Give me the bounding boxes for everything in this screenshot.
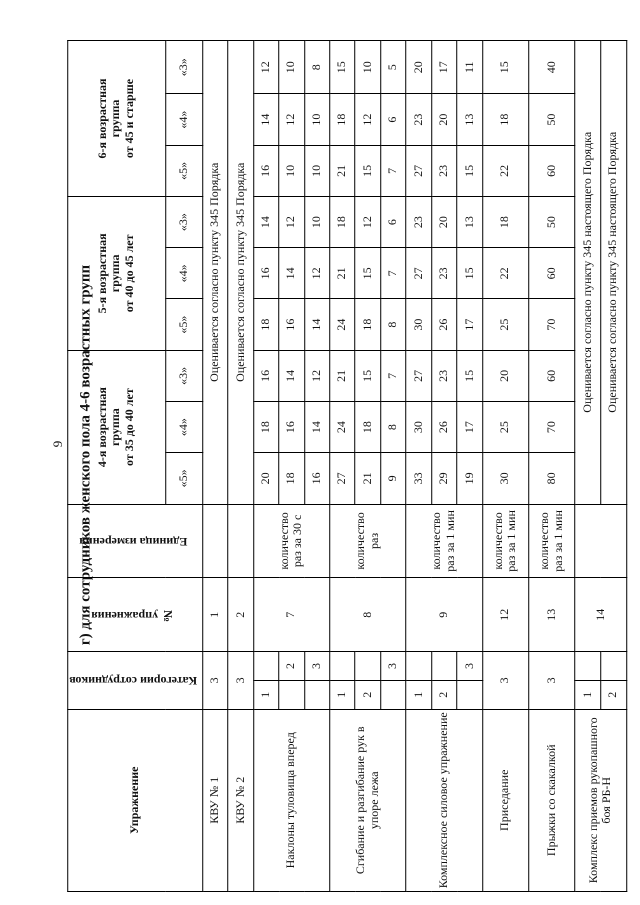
value-cell: 14 (279, 248, 304, 299)
group-5-line1: 5-я возрастная (94, 233, 109, 314)
value-cell: 15 (457, 248, 482, 299)
value-cell: 13 (457, 94, 482, 145)
grade-3: «3» (165, 41, 202, 94)
value-cell: 23 (406, 94, 431, 145)
value-cell: 14 (279, 350, 304, 401)
value-cell: 8 (381, 299, 406, 350)
value-cell: 40 (529, 41, 575, 94)
unit-cell (575, 504, 626, 578)
grade-3: «3» (165, 196, 202, 247)
value-cell: 10 (279, 41, 304, 94)
value-cell: 27 (406, 248, 431, 299)
unit-cell (202, 504, 227, 578)
value-cell: 17 (457, 299, 482, 350)
exercise-cell: Комплексное силовое упражнение (406, 709, 482, 891)
value-cell: 21 (330, 145, 355, 196)
value-cell: 12 (304, 248, 329, 299)
number-cell: 1 (202, 578, 227, 652)
value-cell: 30 (482, 453, 528, 504)
unit-cell: количество раз (330, 504, 406, 578)
value-cell: 15 (457, 350, 482, 401)
grade-4: «4» (165, 94, 202, 145)
value-cell: 16 (279, 402, 304, 453)
spacer-cell (253, 652, 278, 681)
value-cell: 60 (529, 350, 575, 401)
value-cell: 16 (253, 145, 278, 196)
value-cell: 27 (406, 145, 431, 196)
value-cell: 21 (355, 453, 380, 504)
value-cell: 16 (253, 248, 278, 299)
value-cell: 18 (330, 94, 355, 145)
value-cell: 7 (381, 350, 406, 401)
category-cell: 1 (330, 680, 355, 709)
value-cell: 9 (381, 453, 406, 504)
value-cell: 23 (406, 196, 431, 247)
value-cell: 16 (279, 299, 304, 350)
exercise-cell: Сгибание и разгибание рук в упоре лежа (330, 709, 406, 891)
group-6-line2: группа (108, 99, 123, 138)
header-number-text: № упражнения (91, 608, 176, 623)
value-cell: 33 (406, 453, 431, 504)
group-6-line1: 6-я возрастная (94, 78, 109, 159)
spacer-cell (432, 652, 457, 681)
category-cell: 3 (482, 652, 528, 709)
header-number (68, 578, 203, 652)
value-cell: 50 (529, 94, 575, 145)
value-cell: 10 (304, 145, 329, 196)
value-cell: 10 (355, 41, 380, 94)
value-cell: 14 (253, 196, 278, 247)
value-cell: 18 (253, 402, 278, 453)
value-cell: 15 (355, 145, 380, 196)
category-cell: 3 (381, 652, 406, 681)
value-cell: 22 (482, 145, 528, 196)
group-4-line3: от 35 до 40 лет (122, 388, 137, 467)
spacer-cell (601, 652, 627, 681)
value-cell: 15 (482, 41, 528, 94)
grade-4: «4» (165, 402, 202, 453)
number-cell: 8 (330, 578, 406, 652)
category-cell: 3 (457, 652, 482, 681)
merged-note-cell: Оценивается согласно пункту 345 настоящего Порядка (575, 41, 600, 505)
grade-5: «5» (165, 299, 202, 350)
value-cell: 5 (381, 41, 406, 94)
category-cell: 3 (228, 652, 253, 709)
value-cell: 10 (304, 94, 329, 145)
spacer-cell (575, 652, 600, 681)
header-group-5 (68, 196, 166, 350)
category-cell: 1 (253, 680, 278, 709)
category-cell: 2 (601, 680, 627, 709)
value-cell: 26 (432, 299, 457, 350)
grade-3: «3» (165, 350, 202, 401)
value-cell: 15 (355, 350, 380, 401)
exercise-cell: Наклоны туловища вперед (253, 709, 329, 891)
merged-note-cell: Оценивается согласно пункту 345 настоящего Порядка (601, 41, 627, 505)
value-cell: 12 (355, 196, 380, 247)
category-cell: 2 (432, 680, 457, 709)
value-cell: 24 (330, 402, 355, 453)
value-cell: 20 (406, 41, 431, 94)
value-cell: 12 (253, 41, 278, 94)
norms-table (67, 40, 627, 892)
category-cell: 3 (529, 652, 575, 709)
value-cell: 70 (529, 299, 575, 350)
value-cell: 6 (381, 94, 406, 145)
value-cell: 18 (355, 299, 380, 350)
value-cell: 20 (253, 453, 278, 504)
exercise-cell: Приседание (482, 709, 528, 891)
value-cell: 14 (304, 299, 329, 350)
grade-5: «5» (165, 145, 202, 196)
category-cell: 3 (202, 652, 227, 709)
value-cell: 26 (432, 402, 457, 453)
header-category (68, 652, 203, 709)
group-4-line2: группа (108, 408, 123, 447)
value-cell: 7 (381, 145, 406, 196)
spacer-cell (457, 680, 482, 709)
header-exercise: Упражнение (68, 709, 203, 891)
value-cell: 15 (355, 248, 380, 299)
category-cell: 1 (575, 680, 600, 709)
value-cell: 20 (482, 350, 528, 401)
exercise-cell: КВУ № 2 (228, 709, 253, 891)
exercise-cell: Прыжки со скакалкой (529, 709, 575, 891)
value-cell: 12 (279, 94, 304, 145)
spacer-cell (279, 680, 304, 709)
value-cell: 15 (457, 145, 482, 196)
spacer-cell (330, 652, 355, 681)
value-cell: 16 (304, 453, 329, 504)
value-cell: 50 (529, 196, 575, 247)
group-5-line3: от 40 до 45 лет (122, 234, 137, 313)
value-cell: 17 (457, 402, 482, 453)
value-cell: 80 (529, 453, 575, 504)
unit-cell: количество раз за 1 мин (482, 504, 528, 578)
merged-note-cell: Оценивается согласно пункту 345 Порядка (202, 41, 227, 505)
unit-cell: количество раз за 30 с (253, 504, 329, 578)
value-cell: 10 (304, 196, 329, 247)
value-cell: 25 (482, 402, 528, 453)
value-cell: 20 (432, 196, 457, 247)
table-title: г) для сотрудников женского пола 4-6 возрастных групп (77, 264, 94, 646)
value-cell: 29 (432, 453, 457, 504)
value-cell: 60 (529, 248, 575, 299)
value-cell: 15 (330, 41, 355, 94)
number-cell: 12 (482, 578, 528, 652)
value-cell: 30 (406, 299, 431, 350)
exercise-cell: КВУ № 1 (202, 709, 227, 891)
merged-note-cell: Оценивается согласно пункту 345 Порядка (228, 41, 253, 505)
page-number: 9 (50, 440, 65, 448)
grade-4: «4» (165, 248, 202, 299)
value-cell: 21 (330, 350, 355, 401)
category-cell: 2 (279, 652, 304, 681)
group-5-line2: группа (108, 254, 123, 293)
value-cell: 18 (279, 453, 304, 504)
value-cell: 11 (457, 41, 482, 94)
value-cell: 18 (482, 94, 528, 145)
unit-cell: количество раз за 1 мин (406, 504, 482, 578)
value-cell: 12 (355, 94, 380, 145)
header-group-6 (68, 41, 166, 197)
value-cell: 14 (253, 94, 278, 145)
value-cell: 12 (304, 350, 329, 401)
group-6-line3: от 45 и старше (122, 78, 137, 159)
number-cell: 13 (529, 578, 575, 652)
value-cell: 18 (355, 402, 380, 453)
spacer-cell (355, 652, 380, 681)
value-cell: 19 (457, 453, 482, 504)
value-cell: 27 (406, 350, 431, 401)
value-cell: 12 (279, 196, 304, 247)
header-group-4 (68, 350, 166, 504)
number-cell: 2 (228, 578, 253, 652)
header-unit (68, 504, 203, 578)
number-cell: 14 (575, 578, 626, 652)
number-cell: 9 (406, 578, 482, 652)
value-cell: 6 (381, 196, 406, 247)
header-category-text: Категории сотрудников (69, 674, 198, 689)
header-unit-text: Единица измерения (79, 534, 188, 549)
value-cell: 10 (279, 145, 304, 196)
value-cell: 22 (482, 248, 528, 299)
value-cell: 60 (529, 145, 575, 196)
exercise-cell: Комплекс приемов рукопашного боя РБ-Н (575, 709, 626, 891)
value-cell: 8 (304, 41, 329, 94)
value-cell: 23 (432, 248, 457, 299)
spacer-cell (406, 652, 431, 681)
grade-5: «5» (165, 453, 202, 504)
unit-cell (228, 504, 253, 578)
value-cell: 7 (381, 248, 406, 299)
value-cell: 24 (330, 299, 355, 350)
value-cell: 23 (432, 350, 457, 401)
value-cell: 14 (304, 402, 329, 453)
number-cell: 7 (253, 578, 329, 652)
spacer-cell (304, 680, 329, 709)
unit-cell: количество раз за 1 мин (529, 504, 575, 578)
value-cell: 25 (482, 299, 528, 350)
value-cell: 23 (432, 145, 457, 196)
value-cell: 21 (330, 248, 355, 299)
value-cell: 18 (330, 196, 355, 247)
value-cell: 13 (457, 196, 482, 247)
value-cell: 30 (406, 402, 431, 453)
value-cell: 20 (432, 94, 457, 145)
spacer-cell (381, 680, 406, 709)
value-cell: 18 (482, 196, 528, 247)
value-cell: 17 (432, 41, 457, 94)
value-cell: 16 (253, 350, 278, 401)
value-cell: 70 (529, 402, 575, 453)
value-cell: 27 (330, 453, 355, 504)
category-cell: 2 (355, 680, 380, 709)
value-cell: 8 (381, 402, 406, 453)
group-4-line1: 4-я возрастная (94, 387, 109, 468)
category-cell: 1 (406, 680, 431, 709)
category-cell: 3 (304, 652, 329, 681)
value-cell: 18 (253, 299, 278, 350)
